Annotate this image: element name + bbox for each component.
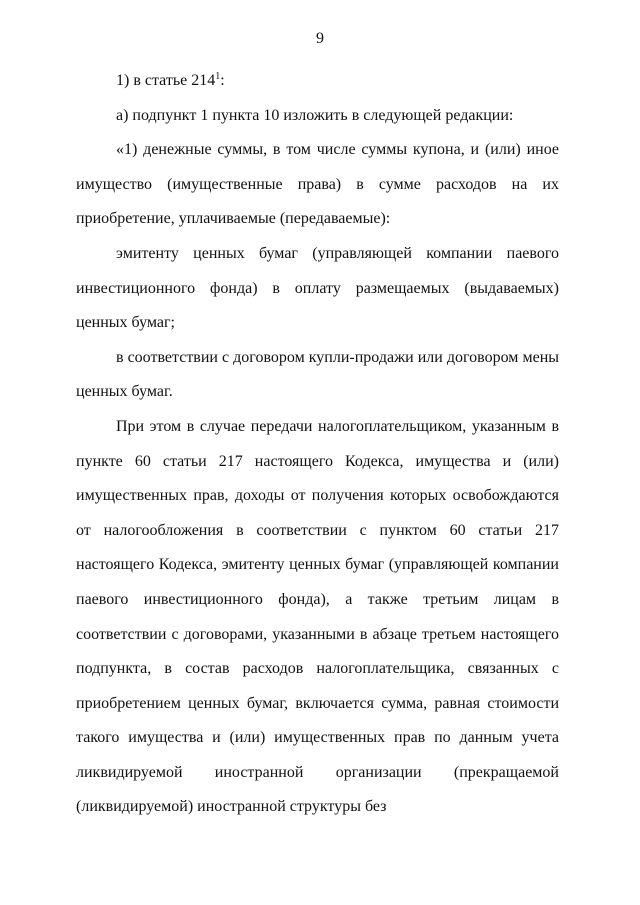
- paragraph-article-214-colon: :: [220, 72, 225, 89]
- page-number: 9: [316, 30, 324, 47]
- paragraph-item-1: «1) денежные суммы, в том числе суммы купона, и (или) иное имущество (имущественные права) в сумме расходов на их приобретение, уплачиваемые (передаваемые):: [76, 141, 559, 228]
- document-body: [76, 64, 559, 825]
- superscript-index: 1: [215, 71, 221, 82]
- paragraph-transfer: При этом в случае передачи налогоплательщиком, указанным в пункте 60 статьи 217 настоящего Кодекса, имущества и (или) имущественных прав, доходы от получения которых освобождаются от налогообложения в соответствии с пунктом 60 статьи 217 настоящего Кодекса, эмитенту ценных бумаг (управляющей компании паевого инвестиционного фонда), а также третьим лицам в соответствии с договорами, указанными в абзаце третьем настоящего подпункта, в состав расходов налогоплательщика, связанных с приобретением ценных бумаг, включается сумма, равная стоимости такого имущества и (или) имущественных прав по данным учета ликвидируемой иностранной организации (прекращаемой (ликвидируемой) иностранной структуры без: [76, 417, 559, 816]
- paragraph-issuer: эмитенту ценных бумаг (управляющей компании паевого инвестиционного фонда) в оплату размещаемых (выдаваемых) ценных бумаг;: [76, 244, 559, 332]
- paragraph-article-214: [76, 64, 559, 99]
- paragraph-contract: в соответствии с договором купли-продажи или договором мены ценных бумаг.: [76, 348, 559, 401]
- paragraph-subpoint-a: а) подпункт 1 пункта 10 изложить в следующей редакции:: [116, 106, 514, 124]
- paragraph-article-214-text: 1) в статье 214: [116, 72, 216, 89]
